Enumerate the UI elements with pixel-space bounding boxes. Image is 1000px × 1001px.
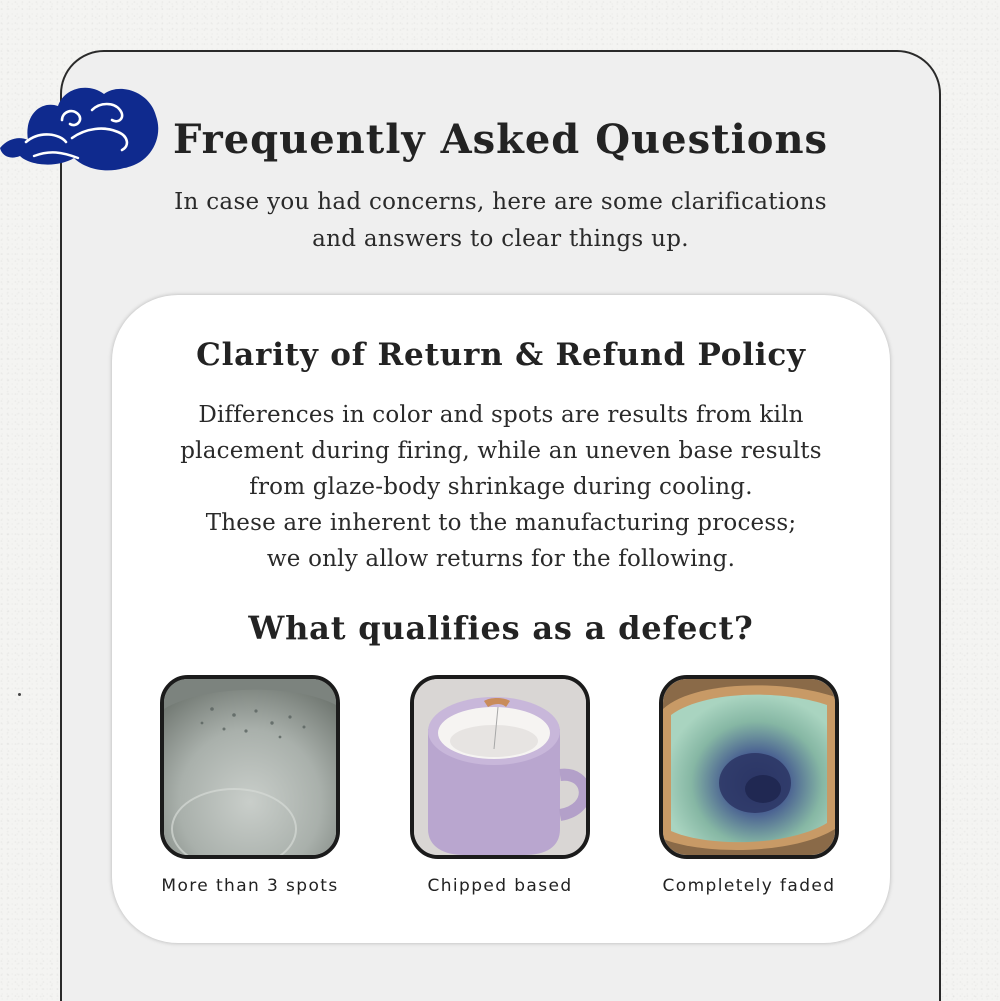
- defect-caption: More than 3 spots: [161, 876, 339, 896]
- policy-title: Clarity of Return & Refund Policy: [196, 337, 806, 373]
- defect-caption: Chipped based: [427, 876, 573, 896]
- policy-line: Differences in color and spots are results from kiln: [198, 402, 804, 428]
- policy-line: we only allow returns for the following.: [266, 546, 736, 572]
- defect-item-spots: [160, 675, 340, 896]
- policy-card: [112, 295, 890, 943]
- spotted-bowl-photo-icon: [160, 675, 340, 859]
- chipped-mug-photo-icon: [410, 675, 590, 859]
- page-subtitle: [170, 184, 831, 258]
- stray-dot: [18, 693, 21, 696]
- subtitle-line: In case you had concerns, here are some clarifications: [174, 189, 827, 215]
- policy-line: placement during firing, while an uneven base results: [180, 438, 822, 464]
- subtitle-line: and answers to clear things up.: [312, 226, 689, 252]
- policy-body: [152, 397, 850, 577]
- policy-line: from glaze-body shrinkage during cooling.: [249, 474, 753, 500]
- defect-caption: Completely faded: [662, 876, 836, 896]
- defect-item-faded: [659, 675, 839, 896]
- defect-item-chipped: [410, 675, 590, 896]
- policy-line: These are inherent to the manufacturing process;: [205, 510, 797, 536]
- page-title: Frequently Asked Questions: [172, 116, 829, 163]
- defect-heading: What qualifies as a defect?: [248, 609, 754, 647]
- faded-bowl-photo-icon: [659, 675, 839, 859]
